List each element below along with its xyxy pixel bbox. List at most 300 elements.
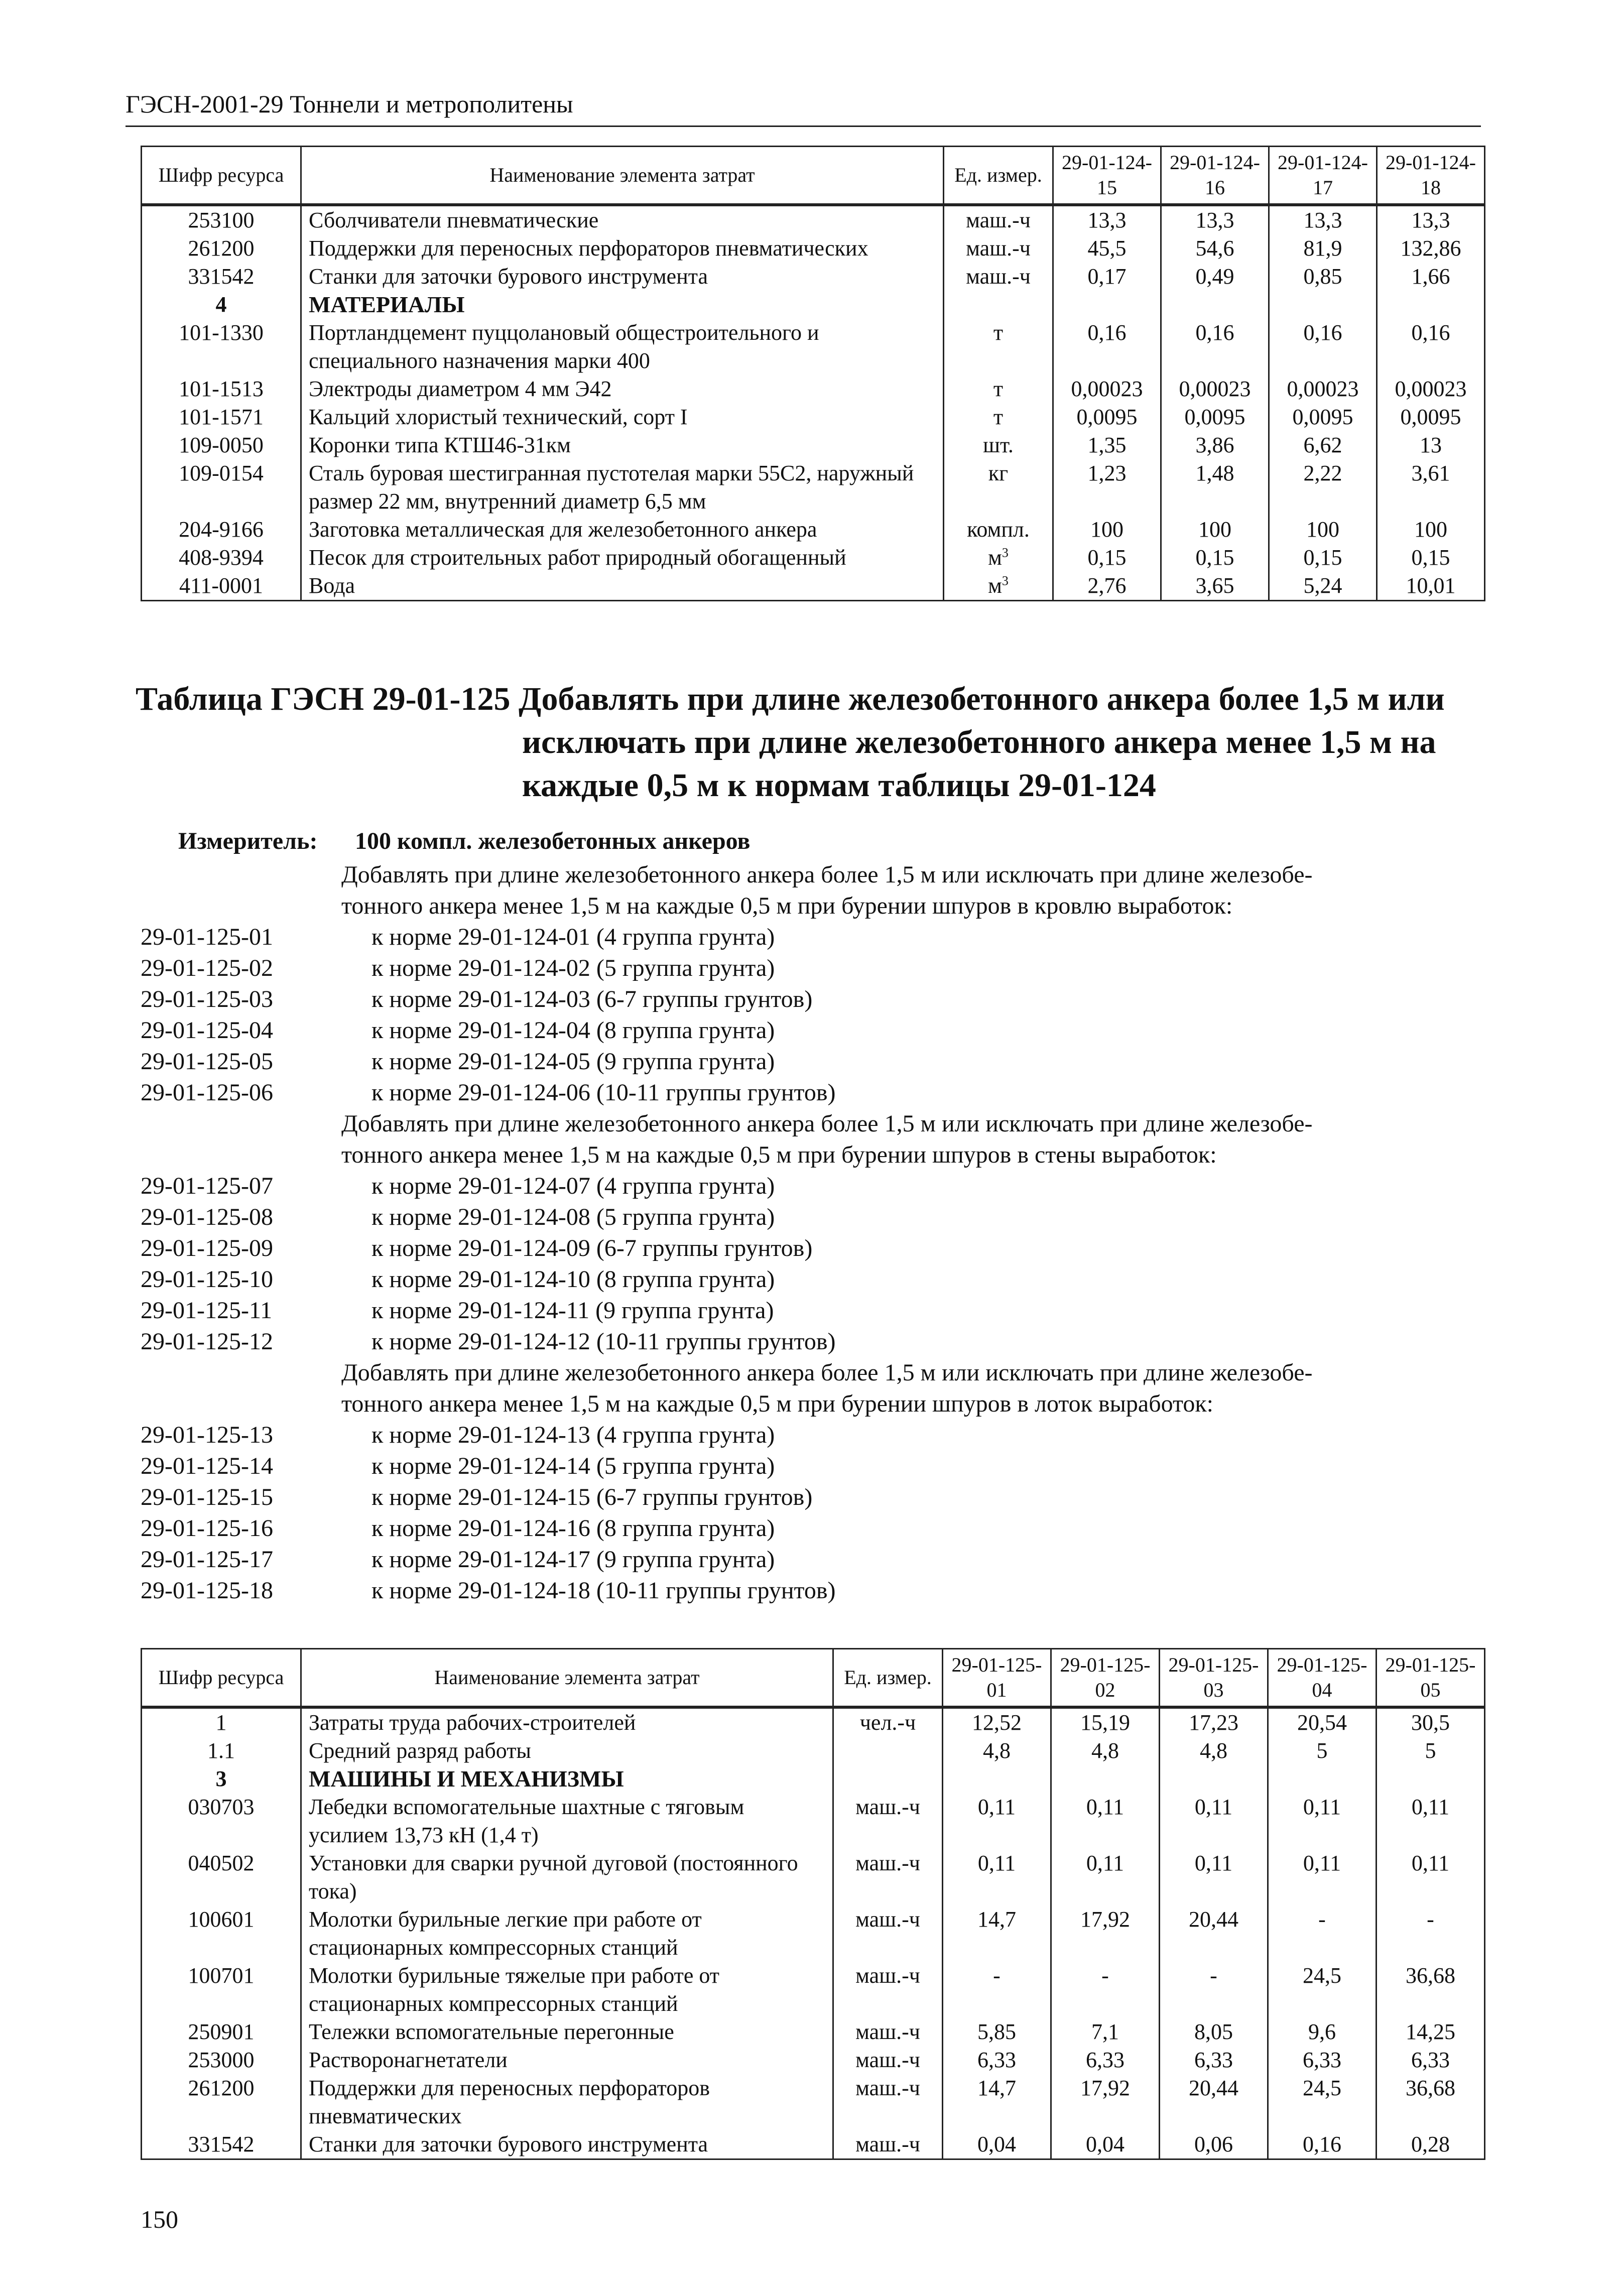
unit-of-measure (944, 263, 1053, 291)
resource-code: 261200 (142, 2074, 301, 2130)
norm-description: к норме 29-01-124-02 (5 группа грунта) (371, 955, 775, 981)
norm-value: 6,33 (1377, 2046, 1485, 2074)
unit-superscript: 3 (1002, 573, 1009, 588)
cost-element-name: Сталь буровая шестигранная пустотелая марки 55С2, наружный размер 22 мм, внутренний диаметр 6,5 мм (301, 459, 944, 516)
norm-value: 36,68 (1377, 2074, 1485, 2130)
resource-code: 411-0001 (142, 572, 301, 601)
norm-value (1269, 291, 1377, 319)
norm-value: 0,16 (1053, 319, 1161, 375)
norm-value: 0,04 (1051, 2130, 1160, 2159)
resource-code: 101-1330 (142, 319, 301, 375)
norm-value: 0,15 (1377, 544, 1485, 572)
norm-value: 0,0095 (1377, 403, 1485, 431)
norm-value: 1,48 (1161, 459, 1269, 516)
norm-value: 13,3 (1053, 205, 1161, 234)
page-number: 150 (141, 2205, 178, 2233)
cost-element-name: Затраты труда рабочих-строителей (301, 1707, 833, 1737)
column-header: Ед. измер. (944, 147, 1053, 205)
unit-text: маш.-ч (966, 236, 1031, 261)
resource-table-1 (141, 146, 1485, 601)
norm-value: 0,00023 (1269, 375, 1377, 403)
norm-value: 0,11 (1160, 1849, 1268, 1905)
table-row (142, 319, 1485, 375)
unit-of-measure (833, 1905, 943, 1962)
norm-code: 29-01-125-06 (141, 1079, 273, 1106)
unit-text: маш.-ч (855, 2076, 920, 2100)
norm-value: 81,9 (1269, 234, 1377, 263)
norm-item (141, 1482, 1496, 1513)
norm-value (1053, 291, 1161, 319)
norm-code: 29-01-125-16 (141, 1515, 273, 1542)
table-row (142, 572, 1485, 601)
resource-table-2 (141, 1648, 1485, 2160)
resource-code: 1 (142, 1707, 301, 1737)
norm-value (1051, 1765, 1160, 1793)
norm-code: 29-01-125-14 (141, 1453, 273, 1479)
resource-code: 253000 (142, 2046, 301, 2074)
norm-group-intro: Добавлять при длине железобетонного анкера более 1,5 м или исключать при длине железобе- (341, 1359, 1313, 1386)
norm-value: 0,16 (1377, 319, 1485, 375)
norm-value: 0,06 (1160, 2130, 1268, 2159)
norm-value: 0,11 (1268, 1849, 1377, 1905)
norm-value: 0,00023 (1377, 375, 1485, 403)
cost-element-name: Песок для строительных работ природный обогащенный (301, 544, 944, 572)
norm-value: 36,68 (1377, 1962, 1485, 2018)
unit-text: маш.-ч (966, 264, 1031, 289)
table-row (142, 403, 1485, 431)
resource-code: 204-9166 (142, 516, 301, 544)
norm-value: 6,33 (943, 2046, 1051, 2074)
unit-text: маш.-ч (855, 2048, 920, 2072)
column-header: 29-01-124-17 (1269, 147, 1377, 205)
norm-value: 15,19 (1051, 1707, 1160, 1737)
norm-value: 20,54 (1268, 1707, 1377, 1737)
norm-value: 2,22 (1269, 459, 1377, 516)
norm-value (1377, 1765, 1485, 1793)
meter-value: 100 компл. железобетонных анкеров (355, 828, 751, 854)
norm-item (141, 1077, 1496, 1108)
norm-item (141, 1171, 1496, 1202)
table-row (142, 431, 1485, 459)
cost-element-name: Сболчиватели пневматические (301, 205, 944, 234)
norm-value: 100 (1377, 516, 1485, 544)
cost-element-name: МАТЕРИАЛЫ (301, 291, 944, 319)
section-title-label: Таблица ГЭСН 29-01-125 (136, 681, 511, 717)
norm-value: 0,15 (1161, 544, 1269, 572)
norm-list (141, 859, 1496, 1606)
unit-of-measure (833, 1793, 943, 1849)
column-header: Ед. измер. (833, 1649, 943, 1708)
table-row (142, 1737, 1485, 1765)
norm-value: 0,0095 (1161, 403, 1269, 431)
norm-code: 29-01-125-04 (141, 1017, 273, 1044)
norm-value: 0,11 (1377, 1849, 1485, 1905)
meter-label: Измеритель: (178, 828, 318, 854)
unit-of-measure (944, 403, 1053, 431)
norm-value: 0,11 (1051, 1793, 1160, 1849)
unit-text: маш.-ч (855, 1851, 920, 1875)
table-row (142, 1793, 1485, 1849)
unit-text: маш.-ч (855, 2019, 920, 2044)
column-header: Наименование элемента затрат (301, 147, 944, 205)
unit-of-measure (833, 1849, 943, 1905)
unit-of-measure (833, 2074, 943, 2130)
cost-element-name: Тележки вспомогательные перегонные (301, 2018, 833, 2046)
cost-element-name: Поддержки для переносных перфораторов пневматических (301, 234, 944, 263)
unit-text: т (993, 405, 1004, 429)
norm-item (141, 1295, 1496, 1326)
norm-value: 0,0095 (1053, 403, 1161, 431)
unit-text: м (988, 573, 1002, 598)
resource-code: 100601 (142, 1905, 301, 1962)
norm-value: 17,92 (1051, 2074, 1160, 2130)
cost-element-name: МАШИНЫ И МЕХАНИЗМЫ (301, 1765, 833, 1793)
table-row (142, 263, 1485, 291)
column-header: 29-01-124-16 (1161, 147, 1269, 205)
norm-value: 2,76 (1053, 572, 1161, 601)
unit-of-measure (944, 375, 1053, 403)
unit-of-measure (944, 572, 1053, 601)
cost-element-name: Портландцемент пуццолановый общестроительного и специального назначения марки 400 (301, 319, 944, 375)
cost-element-name: Вода (301, 572, 944, 601)
resource-code: 030703 (142, 1793, 301, 1849)
norm-value: 0,15 (1053, 544, 1161, 572)
norm-value: 20,44 (1160, 2074, 1268, 2130)
norm-item (141, 1451, 1496, 1482)
resource-code: 261200 (142, 234, 301, 263)
norm-value: 100 (1269, 516, 1377, 544)
norm-value: 17,92 (1051, 1905, 1160, 1962)
norm-value: 1,35 (1053, 431, 1161, 459)
cost-element-name: Электроды диаметром 4 мм Э42 (301, 375, 944, 403)
norm-group-intro: тонного анкера менее 1,5 м на каждые 0,5 м при бурении шпуров в стены выработок: (341, 1141, 1217, 1168)
column-header: 29-01-125-02 (1051, 1649, 1160, 1708)
norm-code: 29-01-125-12 (141, 1328, 273, 1355)
norm-value: 0,16 (1161, 319, 1269, 375)
norm-description: к норме 29-01-124-16 (8 группа грунта) (371, 1515, 775, 1542)
norm-value: - (1377, 1905, 1485, 1962)
unit-superscript: 3 (1002, 545, 1009, 560)
column-header: Шифр ресурса (142, 1649, 301, 1708)
norm-description: к норме 29-01-124-17 (9 группа грунта) (371, 1546, 775, 1573)
norm-value: 13 (1377, 431, 1485, 459)
resource-code: 100701 (142, 1962, 301, 2018)
norm-value: 5 (1377, 1737, 1485, 1765)
unit-of-measure (833, 1962, 943, 2018)
resource-code: 101-1571 (142, 403, 301, 431)
column-header: Наименование элемента затрат (301, 1649, 833, 1708)
cost-element-name: Поддержки для переносных перфораторов пневматических (301, 2074, 833, 2130)
norm-description: к норме 29-01-124-03 (6-7 группы грунтов) (371, 986, 813, 1012)
resource-code: 4 (142, 291, 301, 319)
norm-item (141, 1575, 1496, 1606)
norm-value: 13,3 (1161, 205, 1269, 234)
resource-code: 253100 (142, 205, 301, 234)
norm-value: 20,44 (1160, 1905, 1268, 1962)
norm-item (141, 1326, 1496, 1357)
cost-element-name: Установки для сварки ручной дуговой (постоянного тока) (301, 1849, 833, 1905)
unit-of-measure (833, 2018, 943, 2046)
norm-code: 29-01-125-18 (141, 1577, 273, 1604)
table-row (142, 2074, 1485, 2130)
unit-text: чел.-ч (859, 1710, 916, 1735)
norm-code: 29-01-125-15 (141, 1484, 273, 1510)
norm-value: 3,61 (1377, 459, 1485, 516)
norm-code: 29-01-125-07 (141, 1173, 273, 1199)
norm-description: к норме 29-01-124-13 (4 группа грунта) (371, 1422, 775, 1448)
unit-of-measure (833, 2130, 943, 2159)
unit-text: маш.-ч (966, 208, 1031, 232)
column-header: 29-01-125-05 (1377, 1649, 1485, 1708)
unit-of-measure (944, 544, 1053, 572)
norm-value: 13,3 (1269, 205, 1377, 234)
norm-value: 0,0095 (1269, 403, 1377, 431)
column-header: 29-01-125-04 (1268, 1649, 1377, 1708)
cost-element-name: Кальций хлористый технический, сорт I (301, 403, 944, 431)
meter-line (178, 827, 750, 855)
norm-value: 7,1 (1051, 2018, 1160, 2046)
norm-value: 0,11 (1377, 1793, 1485, 1849)
table-row (142, 1962, 1485, 2018)
norm-item (141, 984, 1496, 1015)
norm-item (141, 1544, 1496, 1575)
running-header: ГЭСН-2001-29 Тоннели и метрополитены (126, 90, 573, 118)
norm-value: - (943, 1962, 1051, 2018)
norm-group-intro: Добавлять при длине железобетонного анкера более 1,5 м или исключать при длине железобе- (341, 1110, 1313, 1137)
unit-of-measure (833, 2046, 943, 2074)
norm-value: 0,15 (1269, 544, 1377, 572)
cost-element-name: Лебедки вспомогательные шахтные с тяговым усилием 13,73 кН (1,4 т) (301, 1793, 833, 1849)
unit-of-measure (944, 319, 1053, 375)
unit-of-measure (944, 291, 1053, 319)
norm-code: 29-01-125-08 (141, 1204, 273, 1230)
norm-value: 14,25 (1377, 2018, 1485, 2046)
norm-code: 29-01-125-09 (141, 1235, 273, 1261)
section-row (142, 291, 1485, 319)
norm-group-intro: тонного анкера менее 1,5 м на каждые 0,5 м при бурении шпуров в кровлю выработок: (341, 893, 1233, 919)
norm-value: 0,04 (943, 2130, 1051, 2159)
unit-text: м (988, 545, 1002, 570)
norm-value: 5,24 (1269, 572, 1377, 601)
unit-text: маш.-ч (855, 1795, 920, 1819)
cost-element-name: Растворонагнетатели (301, 2046, 833, 2074)
norm-value: 3,65 (1161, 572, 1269, 601)
unit-of-measure (833, 1707, 943, 1737)
resource-code: 101-1513 (142, 375, 301, 403)
unit-text: маш.-ч (855, 1963, 920, 1988)
norm-description: к норме 29-01-124-08 (5 группа грунта) (371, 1204, 775, 1230)
norm-value: 0,11 (943, 1793, 1051, 1849)
norm-value: 1,23 (1053, 459, 1161, 516)
section-title-line3: каждые 0,5 м к нормам таблицы 29-01-124 (522, 767, 1156, 804)
cost-element-name: Коронки типа КТШ46-31км (301, 431, 944, 459)
norm-description: к норме 29-01-124-14 (5 группа грунта) (371, 1453, 775, 1479)
cost-element-name: Молотки бурильные легкие при работе от стационарных компрессорных станций (301, 1905, 833, 1962)
unit-of-measure (944, 205, 1053, 234)
norm-description: к норме 29-01-124-10 (8 группа грунта) (371, 1266, 775, 1293)
norm-value: 12,52 (943, 1707, 1051, 1737)
norm-value: 0,16 (1268, 2130, 1377, 2159)
column-header: 29-01-125-03 (1160, 1649, 1268, 1708)
norm-group-intro: Добавлять при длине железобетонного анкера более 1,5 м или исключать при длине железобе- (341, 861, 1313, 888)
unit-text: маш.-ч (855, 2132, 920, 2156)
unit-text: кг (988, 461, 1009, 485)
table-row (142, 2046, 1485, 2074)
norm-value (1268, 1765, 1377, 1793)
table-row (142, 1905, 1485, 1962)
norm-value: 100 (1161, 516, 1269, 544)
norm-group-intro: тонного анкера менее 1,5 м на каждые 0,5 м при бурении шпуров в лоток выработок: (341, 1390, 1213, 1417)
norm-code: 29-01-125-02 (141, 955, 273, 981)
table-row (142, 375, 1485, 403)
table-row (142, 2018, 1485, 2046)
norm-value: 8,05 (1160, 2018, 1268, 2046)
norm-description: к норме 29-01-124-07 (4 группа грунта) (371, 1173, 775, 1199)
table-row (142, 1849, 1485, 1905)
resource-code: 3 (142, 1765, 301, 1793)
cost-element-name: Заготовка металлическая для железобетонного анкера (301, 516, 944, 544)
cost-element-name: Станки для заточки бурового инструмента (301, 263, 944, 291)
norm-value: 17,23 (1160, 1707, 1268, 1737)
norm-value: 5 (1268, 1737, 1377, 1765)
unit-of-measure (944, 431, 1053, 459)
norm-description: к норме 29-01-124-11 (9 группа грунта) (371, 1297, 774, 1324)
section-title-line2: исключать при длине железобетонного анкера менее 1,5 м на (522, 724, 1436, 760)
unit-of-measure (833, 1737, 943, 1765)
resource-code: 040502 (142, 1849, 301, 1905)
unit-text: т (993, 320, 1004, 345)
norm-description: к норме 29-01-124-12 (10-11 группы грунтов) (371, 1328, 836, 1355)
table-header (142, 147, 1485, 205)
norm-description: к норме 29-01-124-04 (8 группа грунта) (371, 1017, 775, 1044)
norm-item (141, 922, 1496, 953)
norm-value: 5,85 (943, 2018, 1051, 2046)
norm-description: к норме 29-01-124-18 (10-11 группы грунтов) (371, 1577, 836, 1604)
norm-item (141, 1513, 1496, 1544)
norm-description: к норме 29-01-124-15 (6-7 группы грунтов) (371, 1484, 813, 1510)
norm-value: 0,00023 (1161, 375, 1269, 403)
section-title-line1: Добавлять при длине железобетонного анкера более 1,5 м или (519, 681, 1445, 717)
norm-value: 6,33 (1160, 2046, 1268, 2074)
norm-code: 29-01-125-13 (141, 1422, 273, 1448)
norm-value: 24,5 (1268, 1962, 1377, 2018)
norm-value: 0,11 (1051, 1849, 1160, 1905)
norm-value: 4,8 (1051, 1737, 1160, 1765)
norm-code: 29-01-125-11 (141, 1297, 273, 1324)
norm-item (141, 1046, 1496, 1077)
unit-of-measure (944, 459, 1053, 516)
norm-value: 14,7 (943, 2074, 1051, 2130)
table-row (142, 205, 1485, 234)
norm-code: 29-01-125-05 (141, 1048, 273, 1075)
norm-value: 100 (1053, 516, 1161, 544)
norm-value: 13,3 (1377, 205, 1485, 234)
norm-value: 0,00023 (1053, 375, 1161, 403)
norm-code: 29-01-125-10 (141, 1266, 273, 1293)
norm-description: к норме 29-01-124-01 (4 группа грунта) (371, 924, 775, 950)
table-row (142, 2130, 1485, 2159)
norm-value: 45,5 (1053, 234, 1161, 263)
norm-value: 3,86 (1161, 431, 1269, 459)
norm-description: к норме 29-01-124-05 (9 группа грунта) (371, 1048, 775, 1075)
norm-description: к норме 29-01-124-06 (10-11 группы грунтов) (371, 1079, 836, 1106)
table-header (142, 1649, 1485, 1708)
cost-element-name: Средний разряд работы (301, 1737, 833, 1765)
norm-value: 6,33 (1051, 2046, 1160, 2074)
norm-item (141, 1202, 1496, 1233)
norm-description: к норме 29-01-124-09 (6-7 группы грунтов) (371, 1235, 813, 1261)
cost-element-name: Молотки бурильные тяжелые при работе от стационарных компрессорных станций (301, 1962, 833, 2018)
norm-value: 0,28 (1377, 2130, 1485, 2159)
norm-value: 0,85 (1269, 263, 1377, 291)
resource-code: 1.1 (142, 1737, 301, 1765)
norm-code: 29-01-125-03 (141, 986, 273, 1012)
norm-value: 14,7 (943, 1905, 1051, 1962)
norm-item (141, 1233, 1496, 1264)
norm-value: 24,5 (1268, 2074, 1377, 2130)
resource-code: 408-9394 (142, 544, 301, 572)
resource-code: 331542 (142, 263, 301, 291)
norm-value: 4,8 (943, 1737, 1051, 1765)
unit-text: маш.-ч (855, 1907, 920, 1932)
column-header: 29-01-124-18 (1377, 147, 1485, 205)
norm-value: 9,6 (1268, 2018, 1377, 2046)
norm-value (1160, 1765, 1268, 1793)
norm-value: - (1268, 1905, 1377, 1962)
section-title (136, 678, 1521, 807)
table-row (142, 459, 1485, 516)
norm-code: 29-01-125-01 (141, 924, 273, 950)
norm-value: 0,49 (1161, 263, 1269, 291)
column-header: 29-01-124-15 (1053, 147, 1161, 205)
norm-value: 132,86 (1377, 234, 1485, 263)
norm-value: 6,33 (1268, 2046, 1377, 2074)
table-row (142, 516, 1485, 544)
norm-value: 54,6 (1161, 234, 1269, 263)
resource-code: 109-0050 (142, 431, 301, 459)
norm-value: 0,11 (943, 1849, 1051, 1905)
resource-code: 331542 (142, 2130, 301, 2159)
column-header: 29-01-125-01 (943, 1649, 1051, 1708)
norm-value: 0,11 (1160, 1793, 1268, 1849)
table-row (142, 1707, 1485, 1737)
norm-value: - (1160, 1962, 1268, 2018)
norm-value: 4,8 (1160, 1737, 1268, 1765)
unit-of-measure (944, 234, 1053, 263)
norm-value (1377, 291, 1485, 319)
norm-value: 1,66 (1377, 263, 1485, 291)
norm-value: 0,16 (1269, 319, 1377, 375)
unit-text: компл. (967, 517, 1030, 542)
norm-code: 29-01-125-17 (141, 1546, 273, 1573)
norm-item (141, 1420, 1496, 1451)
unit-of-measure (833, 1765, 943, 1793)
unit-text: т (993, 376, 1004, 401)
header-rule (126, 125, 1481, 127)
norm-value: 30,5 (1377, 1707, 1485, 1737)
norm-value: 0,17 (1053, 263, 1161, 291)
norm-item (141, 1015, 1496, 1046)
norm-value: - (1051, 1962, 1160, 2018)
norm-value: 0,11 (1268, 1793, 1377, 1849)
resource-code: 109-0154 (142, 459, 301, 516)
section-row (142, 1765, 1485, 1793)
norm-value: 6,62 (1269, 431, 1377, 459)
norm-item (141, 953, 1496, 984)
cost-element-name: Станки для заточки бурового инструмента (301, 2130, 833, 2159)
unit-text: шт. (983, 433, 1014, 457)
table-row (142, 234, 1485, 263)
